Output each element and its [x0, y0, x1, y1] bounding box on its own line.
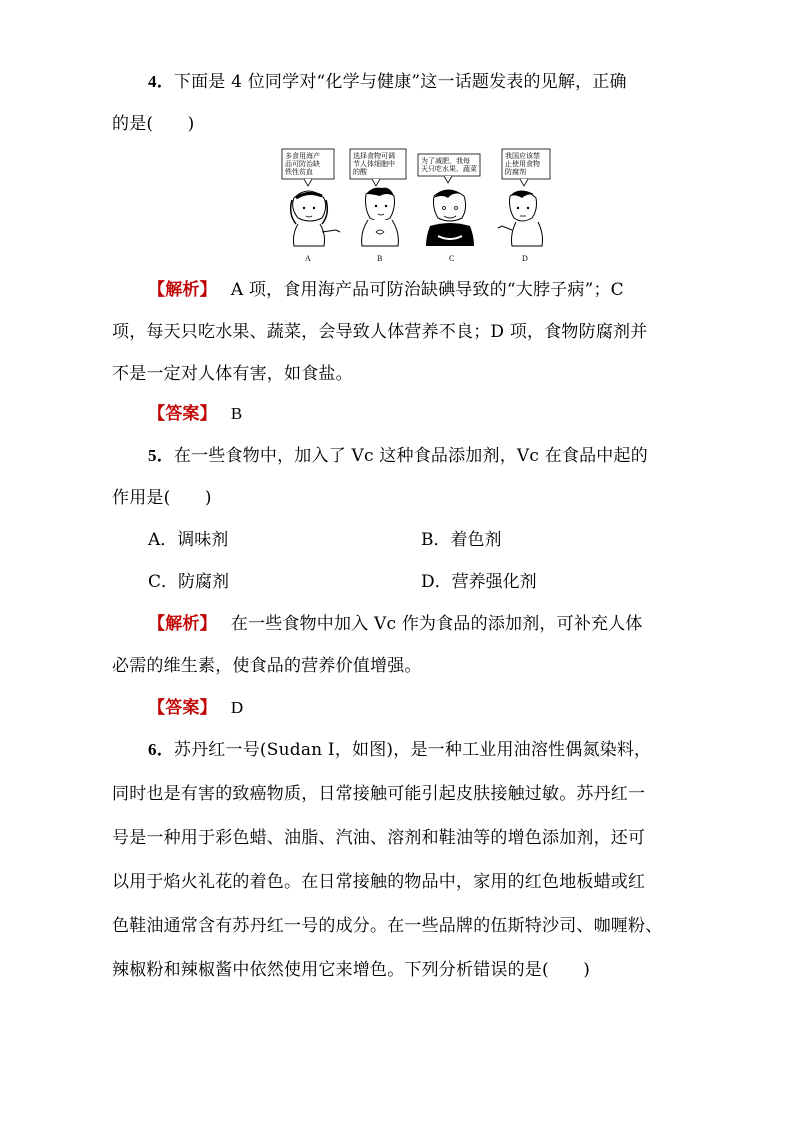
q6-stem-line4: 以用于焰火礼花的着色。在日常接触的物品中，家用的红色地板蜡或红	[112, 872, 646, 892]
q4-analysis-line1	[148, 278, 624, 302]
q4-answer: B	[230, 404, 243, 423]
q4-stem-line2: 的是( )	[112, 114, 195, 134]
q5-analysis-line2: 必需的维生素，使食品的营养价值增强。	[112, 656, 422, 676]
q4-analysis-tag: 【解析】	[148, 280, 217, 300]
q5-number: 5．	[148, 446, 174, 465]
label-d: D	[522, 254, 528, 263]
q4-answer-line	[148, 402, 242, 426]
q6-stem-line1	[148, 738, 651, 762]
q5-analysis-text: 在一些食物中加入 Vc 作为食品的添加剂，可补充人体	[230, 614, 643, 634]
bubble-a-text: 多食用海产 品可防治缺 铁性贫血	[285, 152, 320, 176]
q5-text: 在一些食物中，加入了 Vc 这种食品添加剂，Vc 在食品中起的	[173, 446, 648, 466]
student-c-figure	[426, 190, 474, 246]
student-b-figure	[362, 188, 399, 246]
q5-option-c: C．防腐剂	[148, 572, 230, 592]
q4-analysis-text: A 项，食用海产品可防治缺碘导致的“大脖子病”；C	[230, 280, 624, 300]
q4-answer-tag: 【答案】	[148, 404, 217, 424]
bubble-c-text: 为了减肥，我每 天只吃水果、蔬菜	[421, 157, 477, 173]
q4-stem-line1	[148, 70, 627, 94]
q5-analysis-tag: 【解析】	[148, 614, 217, 634]
q5-option-b: B．着色剂	[421, 530, 502, 550]
q5-stem-line1	[148, 444, 648, 468]
q6-text: 苏丹红一号(Sudan Ⅰ，如图)，是一种工业用油溶性偶氮染料，	[173, 740, 652, 760]
q5-answer-line	[148, 696, 243, 720]
q4-text: 下面是 4 位同学对“化学与健康”这一话题发表的见解，正确	[173, 72, 627, 92]
q5-answer-tag: 【答案】	[148, 698, 217, 718]
q5-option-a: A．调味剂	[148, 530, 229, 550]
q4-number: 4．	[148, 72, 174, 91]
q4-analysis-line2: 项，每天只吃水果、蔬菜，会导致人体营养不良；D 项，食物防腐剂并	[112, 322, 648, 342]
label-b: B	[377, 254, 383, 263]
student-a-figure	[291, 191, 340, 246]
q6-stem-line6: 辣椒粉和辣椒酱中依然使用它来增色。下列分析错误的是( )	[112, 960, 591, 980]
bubble-b-text: 选择食物可调 节人体细胞中 的酸	[353, 152, 395, 176]
q5-option-d: D．营养强化剂	[421, 572, 537, 592]
label-a: A	[305, 254, 311, 263]
q5-analysis-line1	[148, 612, 643, 636]
q6-stem-line2: 同时也是有害的致癌物质，日常接触可能引起皮肤接触过敏。苏丹红一	[112, 784, 646, 804]
q5-stem-line2: 作用是( )	[112, 488, 212, 508]
q5-answer: D	[230, 698, 244, 717]
q6-stem-line3: 号是一种用于彩色蜡、油脂、汽油、溶剂和鞋油等的增色添加剂，还可	[112, 828, 646, 848]
q4-analysis-line3: 不是一定对人体有害，如食盐。	[112, 364, 353, 384]
bubble-d-text: 我国应该禁 止使用食物 防腐剂	[505, 152, 540, 176]
student-d-figure	[498, 190, 543, 246]
q6-number: 6．	[148, 740, 174, 759]
q6-stem-line5: 色鞋油通常含有苏丹红一号的成分。在一些品牌的伍斯特沙司、咖喱粉、	[112, 916, 663, 936]
q4-figure-four-students	[276, 146, 554, 266]
label-c: C	[449, 254, 455, 263]
